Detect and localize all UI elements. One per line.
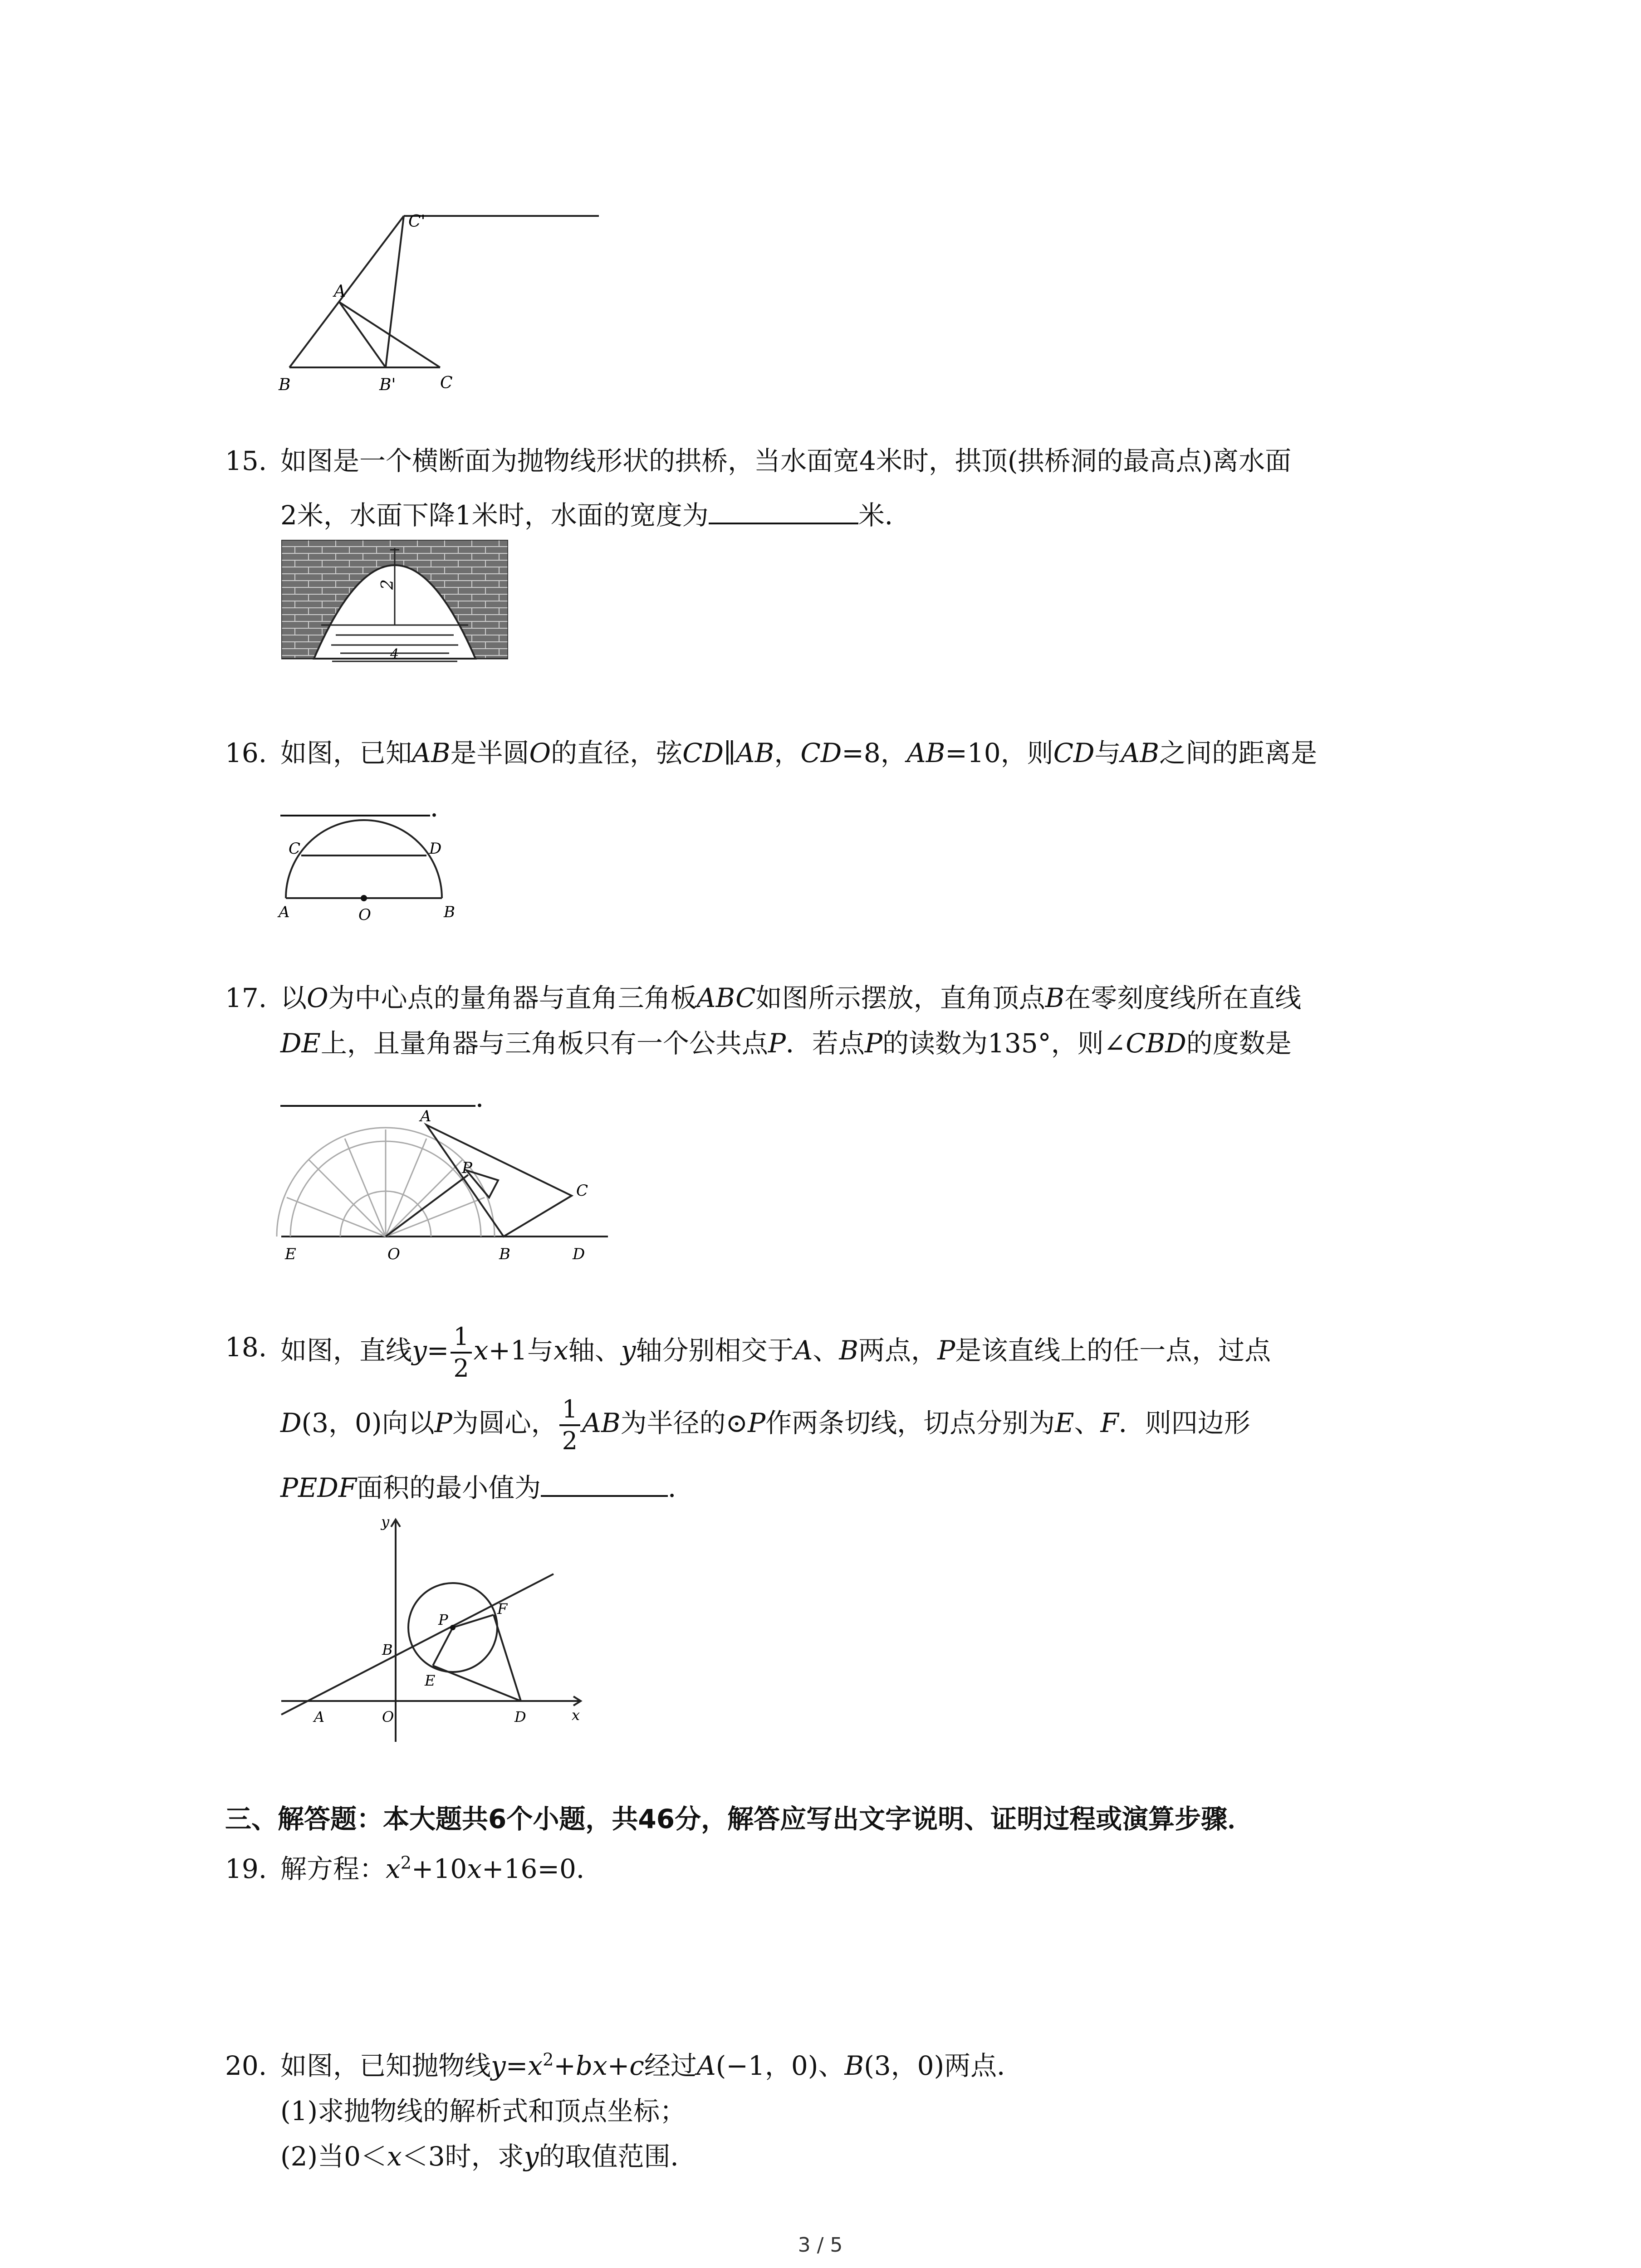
q18-frac-num: 1 <box>451 1325 471 1354</box>
q18-var-a: A <box>794 1335 813 1366</box>
q18-text-3: 轴、 <box>568 1335 621 1366</box>
fig18-label-o: O <box>382 1708 394 1725</box>
q17-var-o: O <box>307 982 328 1013</box>
q17-text-7: 的读数为135°，则∠ <box>882 1028 1126 1059</box>
q19-number: 19. <box>225 1853 267 1884</box>
q18-end: ． <box>668 1472 695 1503</box>
q18-var-y: y <box>412 1335 427 1366</box>
q16-end: ． <box>430 792 457 823</box>
q20-sub2 <box>280 2134 696 2179</box>
fig17-label-d: D <box>573 1245 585 1263</box>
q19-var-x: x <box>386 1853 401 1884</box>
q18-answer-blank[interactable] <box>541 1471 668 1497</box>
q18-var-pedf: PEDF <box>280 1472 357 1503</box>
q17-text-6: ．若点 <box>785 1028 865 1059</box>
q18-text-14: 面积的最小值为 <box>357 1472 541 1503</box>
q17-text-4: 在零刻度线所在直线 <box>1064 982 1302 1013</box>
q17-var-de: DE <box>280 1028 321 1059</box>
q15-line2-text: 2米，水面下降1米时，水面的宽度为 <box>280 500 709 531</box>
page-number: 3 / 5 <box>798 2234 843 2257</box>
q18-frac-den-2: 2 <box>562 1427 578 1455</box>
q16-text-5: =8， <box>842 738 907 768</box>
q17-text-1: 以 <box>280 982 307 1013</box>
q20-sub1: (1)求抛物线的解析式和顶点坐标； <box>280 2096 686 2126</box>
q16-var-ab: AB <box>412 738 451 768</box>
q18-text-5: 、 <box>813 1335 839 1366</box>
q15-answer-blank[interactable] <box>709 498 858 524</box>
q20-text-4: (3，0)两点． <box>864 2050 1024 2081</box>
q20-sub2-text-2: ＜3时，求 <box>402 2141 524 2172</box>
section-3-heading: 三、解答题：本大题共6个小题，共46分，解答应写出文字说明、证明过程或演算步骤． <box>225 1804 1254 1834</box>
fig18-label-y: y <box>381 1513 390 1530</box>
q18-text-12: 、 <box>1074 1408 1101 1439</box>
q18-var-e: E <box>1055 1408 1074 1439</box>
q17-var-b: B <box>1045 982 1065 1013</box>
q17-number: 17. <box>225 982 267 1013</box>
q18-line1 <box>280 1322 1271 1383</box>
fig18-label-p: P <box>438 1611 448 1628</box>
q18-text-11: 作两条切线，切点分别为 <box>765 1408 1055 1439</box>
fig17-label-p: P <box>462 1159 472 1177</box>
q17-text-8: 的度数是 <box>1186 1028 1292 1059</box>
fig16-label-d: D <box>429 840 442 858</box>
q20-number: 20. <box>225 2050 267 2081</box>
q20-line1 <box>280 2043 1023 2088</box>
q18-text-7: 是该直线上的任一点，过点 <box>955 1335 1271 1366</box>
fig14-label-c: C <box>440 374 453 392</box>
q20-plus-2: + <box>607 2050 630 2081</box>
q20-exponent: 2 <box>543 2049 554 2070</box>
q17-text-3: 如图所示摆放，直角顶点 <box>755 982 1045 1013</box>
figure-q15-bridge <box>281 540 508 667</box>
q18-text-8: (3，0)向以 <box>301 1408 435 1439</box>
fig17-label-b: B <box>499 1245 510 1263</box>
q16-var-cd-2: CD <box>1053 738 1095 768</box>
q19-text-2: +10 <box>411 1853 467 1884</box>
figure-q18-coordinate <box>272 1510 599 1746</box>
q17-var-cbd: CBD <box>1126 1028 1186 1059</box>
q18-var-p-2: P <box>434 1408 452 1439</box>
q20-sub2-text-3: 的取值范围． <box>539 2141 697 2172</box>
q18-fraction-half-2 <box>559 1397 580 1453</box>
q16-var-cd-parallel-ab: CD∥AB <box>682 738 774 768</box>
q16-text-2: 是半圆 <box>450 738 529 768</box>
fig18-label-e: E <box>425 1672 436 1689</box>
q18-line2 <box>280 1397 1250 1453</box>
q18-fraction-half <box>451 1322 471 1383</box>
fig15-width-label: 4 <box>390 646 399 662</box>
q20-var-x: x <box>528 2050 543 2081</box>
q16-var-ab-2: AB <box>906 738 945 768</box>
q20-sub2-var-y: y <box>524 2141 539 2172</box>
q15-line2-end: 米． <box>858 500 911 531</box>
fig18-label-d: D <box>514 1708 526 1725</box>
q20-var-a: A <box>696 2050 716 2081</box>
fig16-label-a: A <box>279 903 290 921</box>
q17-answer-blank[interactable] <box>280 1080 475 1107</box>
fig16-label-c: C <box>289 840 301 858</box>
q17-text-5: 上，且量角器与三角板只有一个公共点 <box>320 1028 768 1059</box>
figure-q14 <box>272 200 617 399</box>
q19-text-3: +16=0． <box>482 1853 603 1884</box>
q18-text-1: 如图，直线 <box>280 1335 412 1366</box>
q16-var-cd: CD <box>800 738 842 768</box>
fig17-label-e: E <box>285 1245 296 1263</box>
fig17-label-o: O <box>387 1245 400 1263</box>
fig18-label-x: x <box>572 1706 580 1724</box>
q15-line1: 如图是一个横断面为抛物线形状的拱桥，当水面宽4米时，拱顶(拱桥洞的最高点)离水面 <box>280 445 1292 476</box>
q18-var-x: x <box>473 1335 489 1366</box>
q20-text-3: (−1，0)、 <box>715 2050 845 2081</box>
q20-sub2-var-x: x <box>387 2141 402 2172</box>
q16-text-4: ， <box>774 738 801 768</box>
q18-var-b: B <box>839 1335 859 1366</box>
fig18-label-f: F <box>497 1600 508 1618</box>
q16-text-6: =10，则 <box>945 738 1053 768</box>
q16-text-1: 如图，已知 <box>280 738 412 768</box>
fig17-label-a: A <box>420 1107 431 1125</box>
q16-number: 16. <box>225 738 267 768</box>
fig17-label-c: C <box>576 1182 588 1200</box>
q18-var-p-3: P <box>748 1408 766 1439</box>
q16-text-7: 与 <box>1094 738 1121 768</box>
q20-text-1: 如图，已知抛物线 <box>280 2050 491 2081</box>
figure-q17-protractor <box>272 1107 617 1270</box>
fig15-height-label: 2 <box>378 579 397 590</box>
q16-text-3: 的直径，弦 <box>551 738 683 768</box>
q17-text-2: 为中心点的量角器与直角三角板 <box>328 982 697 1013</box>
q18-var-d: D <box>280 1408 302 1439</box>
q20-var-c: c <box>629 2050 644 2081</box>
q15-number: 15. <box>225 445 267 476</box>
q18-eq: = <box>426 1335 449 1366</box>
fig14-label-a: A <box>334 282 346 301</box>
q19-line <box>280 1846 603 1892</box>
q15-line2 <box>280 493 911 538</box>
q20-var-b-point: B <box>844 2050 864 2081</box>
q18-var-f: F <box>1100 1408 1119 1439</box>
q20-var-b: b <box>575 2050 593 2081</box>
fig16-label-b: B <box>444 903 455 921</box>
q18-var-y-2: y <box>621 1335 636 1366</box>
q18-var-p: P <box>937 1335 955 1366</box>
q17-var-abc: ABC <box>696 982 756 1013</box>
q18-frac-den: 2 <box>453 1354 469 1383</box>
q19-exponent: 2 <box>400 1853 411 1873</box>
fig14-label-b: B <box>279 376 291 394</box>
q19-text-1: 解方程： <box>280 1853 386 1884</box>
q16-text-8: 之间的距离是 <box>1159 738 1318 768</box>
fig16-label-o: O <box>358 906 371 924</box>
figure-q16-semicircle <box>272 812 472 930</box>
q18-frac-num-2: 1 <box>559 1397 580 1426</box>
fig18-label-b: B <box>382 1641 393 1658</box>
q18-number: 18. <box>225 1332 267 1363</box>
q16-var-ab-3: AB <box>1121 738 1160 768</box>
q17-line2 <box>280 1021 1292 1066</box>
q20-eq: = <box>505 2050 528 2081</box>
q16-line1 <box>280 730 1317 776</box>
q17-var-p-2: P <box>864 1028 882 1059</box>
q20-var-y: y <box>491 2050 506 2081</box>
q20-var-x-2: x <box>593 2050 607 2081</box>
q17-var-p: P <box>768 1028 786 1059</box>
q18-text-13: ．则四边形 <box>1118 1408 1250 1439</box>
q18-var-x-2: x <box>553 1335 568 1366</box>
q18-text-10: 为半径的⊙ <box>620 1408 748 1439</box>
q20-sub2-text-1: (2)当0＜ <box>280 2141 387 2172</box>
q18-line3 <box>280 1465 694 1510</box>
fig14-label-cprime: C' <box>408 212 426 231</box>
q16-var-o: O <box>529 738 551 768</box>
q18-text-9: 为圆心， <box>452 1408 558 1439</box>
q18-text-2: +1与 <box>488 1335 554 1366</box>
q17-end: ． <box>475 1082 502 1113</box>
q18-text-6: 两点， <box>858 1335 938 1366</box>
q20-text-2: 经过 <box>644 2050 697 2081</box>
q18-var-ab: AB <box>582 1408 621 1439</box>
q18-text-4: 轴分别相交于 <box>636 1335 794 1366</box>
fig18-label-a: A <box>314 1708 325 1725</box>
q19-var-x-2: x <box>467 1853 482 1884</box>
q17-line1 <box>280 975 1301 1021</box>
q20-plus-1: + <box>554 2050 576 2081</box>
fig14-label-bprime: B' <box>379 376 396 394</box>
